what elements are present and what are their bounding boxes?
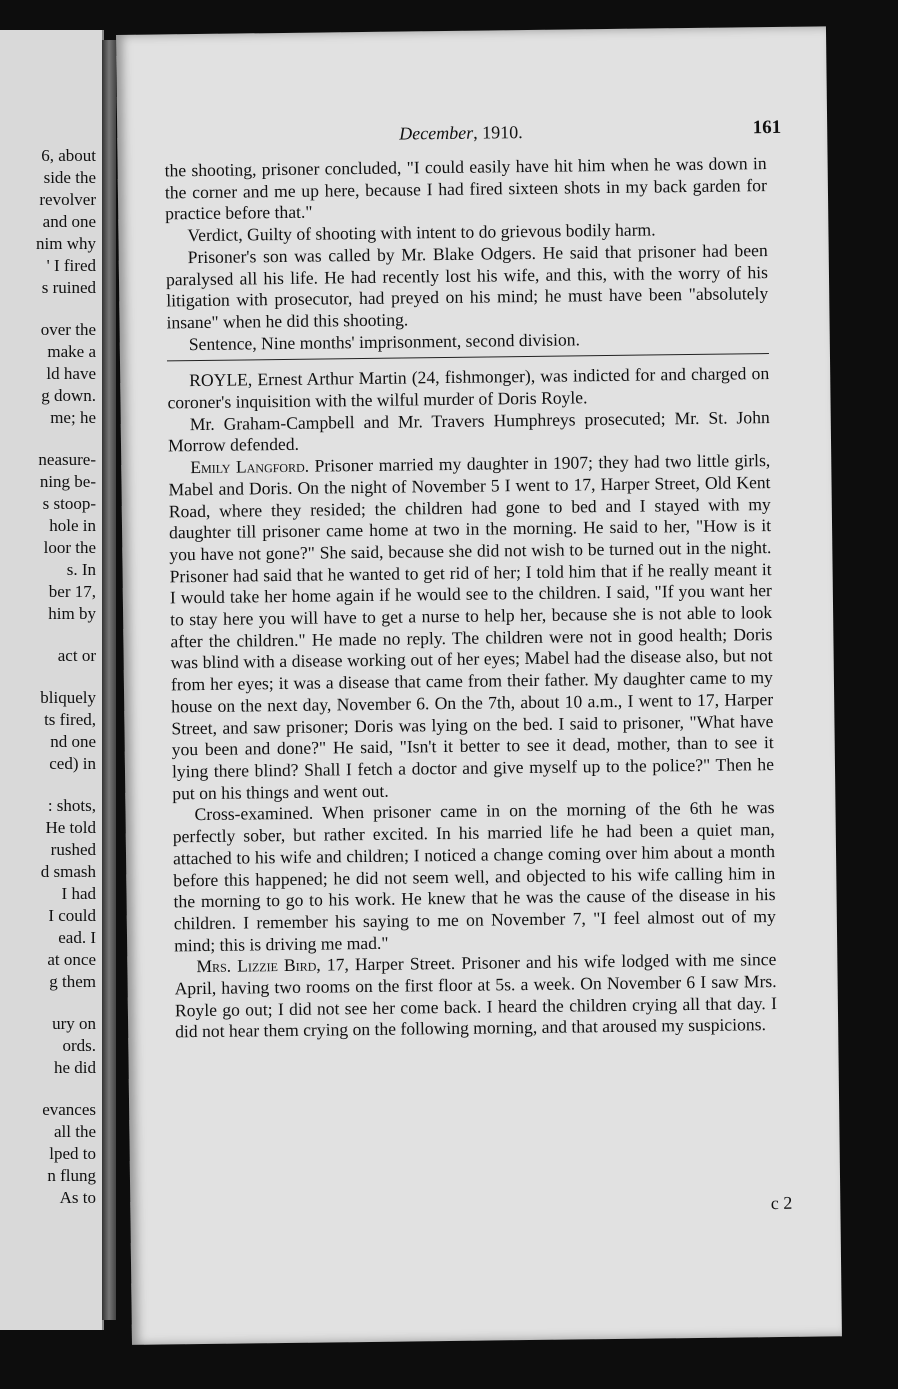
facing-page-line: him by [48, 604, 96, 623]
facing-page-line: bliquely [40, 688, 96, 707]
paragraph-text: Prisoner's son was called by Mr. Blake Odgers. He said that prisoner had been paralysed all his life. He had recently lost his wife, and this, with the worry of his litigation with prosecutor, had preyed on his mind; he must have been "absolutely insane" when he did this shooting. [165, 239, 769, 333]
page-number: 161 [752, 116, 782, 139]
facing-page-line: nim why [36, 234, 96, 253]
facing-page [0, 30, 104, 1330]
facing-page-line: over the [40, 320, 96, 339]
paragraph [165, 153, 768, 225]
paragraph [168, 450, 774, 805]
paragraph [174, 949, 777, 1043]
paragraph [167, 363, 769, 414]
facing-page-line: hole in [49, 516, 96, 535]
witness-name: Emily Langford. [190, 455, 310, 478]
facing-page-line: He told [45, 818, 96, 837]
page-body [165, 153, 778, 1043]
facing-page-line: loor the [43, 538, 96, 557]
book-gutter [102, 40, 116, 1320]
facing-page-line: s ruined [41, 278, 96, 297]
facing-page-line: g down. [41, 386, 96, 405]
facing-page-line: side the [43, 168, 96, 187]
facing-page-line: ts fired, [44, 710, 96, 729]
header-year: , 1910. [473, 122, 523, 143]
facing-page-line: me; he [50, 408, 96, 427]
witness-name: Mrs. Lizzie Bird, [196, 954, 321, 977]
running-title [399, 122, 523, 145]
paragraph-text: Mr. Graham-Campbell and Mr. Travers Humphreys prosecuted; Mr. St. John Morrow defended. [167, 406, 770, 456]
facing-page-line: n flung [47, 1166, 96, 1185]
facing-page-line: g them [49, 972, 96, 991]
facing-page-line: I could [48, 906, 96, 925]
facing-page-line: ead. I [58, 928, 96, 947]
facing-page-line: s. In [66, 560, 96, 579]
facing-page-line: evances [42, 1100, 96, 1119]
signature-mark: c 2 [770, 1192, 793, 1214]
facing-page-line: lped to [49, 1144, 96, 1163]
facing-page-line: s stoop- [42, 494, 96, 513]
facing-page-line: As to [59, 1188, 96, 1207]
facing-page-line: neasure- [38, 450, 96, 469]
paragraph-text: Cross-examined. When prisoner came in on the morning of the 6th he was perfectly sober, but rather excited. In his married life he had been a quiet man, attached to his wife and children; I noticed a change coming over him about a month before this happened; he did not seem well, and objected to his wife calling him in the morning to go to his work. He knew that he was the cause of the disease in his children. I remember his saying to me on November 7, "I feel almost out of my mind; this is driving me mad." [172, 797, 776, 955]
facing-page-line: nd one [50, 732, 96, 751]
paragraph-text: Sentence, Nine months' imprisonment, second division. [188, 328, 581, 354]
facing-page-line: 6, about [41, 146, 96, 165]
facing-page-line: at once [47, 950, 96, 969]
paragraph [168, 407, 770, 458]
paragraph [166, 240, 769, 334]
previous-case-text [165, 153, 769, 356]
facing-page-line: I had [61, 884, 96, 903]
facing-page-line: and one [42, 212, 96, 231]
paragraph-text: Verdict, Guilty of shooting with intent to do grievous bodily harm. [187, 219, 656, 246]
facing-page-line: ber 17, [48, 582, 96, 601]
facing-page-line: ning be- [39, 472, 96, 491]
facing-page-line: all the [53, 1122, 96, 1141]
header-month: December [399, 122, 474, 144]
paragraph-text: Prisoner married my daughter in 1907; they had two little girls, Mabel and Doris. On the night of November 5 I went to 17, Harper Street, Old Kent Road, where they resided; the children had gone to bed and I stayed with my daughter till prisoner came home at two in the morning. He said to her, "How is it you have not gone?" She said, because she did not wish to be turned out in the night. Prisoner had said that he wanted to get rid of her; I told him that if he really meant it I would take her home again if he would see to the children. I said, "If you want her to stay here you will have to get a nurse to help her, because she is not able to look after the children." He made no reply. The children were not in good health; Doris was blind with a disease working out of her eyes; Mabel had the disease also, but not from her eyes; it was a disease that came from their father. My daughter came to my house on the next day, November 6. On the 7th, about 10 a.m., I went to 17, Harper Street, and saw prisoner; Doris was lying on the bed. I said to prisoner, "What have you been and done?" He said, "Isn't it better to see it dead, mother, than to see it lying there blind? Shall I fetch a doctor and give myself up to the police?" Then he put on his things and went out. [168, 450, 775, 804]
royle-case-text [167, 363, 777, 1043]
facing-page-line: ld have [46, 364, 96, 383]
paragraph [172, 797, 776, 956]
paragraph-text: ROYLE, Ernest Arthur Martin (24, fishmonger), was indicted for and charged on coroner's inquisition with the wilful murder of Doris Royle. [167, 363, 770, 413]
facing-page-line: d smash [40, 862, 96, 881]
facing-page-line: rushed [50, 840, 96, 859]
facing-page-line: ' I fired [46, 256, 96, 275]
facing-page-line: he did [53, 1058, 96, 1077]
paragraph-text: the shooting, prisoner concluded, "I could easily have hit him when he was down in the corner and me up here, because I had fired sixteen shots in my back garden for practice before that." [164, 153, 768, 224]
facing-page-line: revolver [39, 190, 96, 209]
facing-page-line: act or [57, 646, 96, 665]
facing-page-line: make a [47, 342, 96, 361]
paragraph-text: 17, Harper Street. Prisoner and his wife lodged with me since April, having two rooms on the first floor at 5s. a week. On November 6 I saw Mrs. Royle go out; I did not see her come back. I heard the children crying all that day. I did not hear them crying on the following morning, and that aroused my suspicions. [174, 949, 777, 1042]
facing-page-line: : shots, [47, 796, 96, 815]
facing-page-line: ced) in [49, 754, 96, 773]
facing-page-line: ury on [52, 1014, 96, 1033]
facing-page-line: ords. [62, 1036, 96, 1055]
book-page [116, 26, 842, 1345]
running-header [157, 116, 782, 152]
